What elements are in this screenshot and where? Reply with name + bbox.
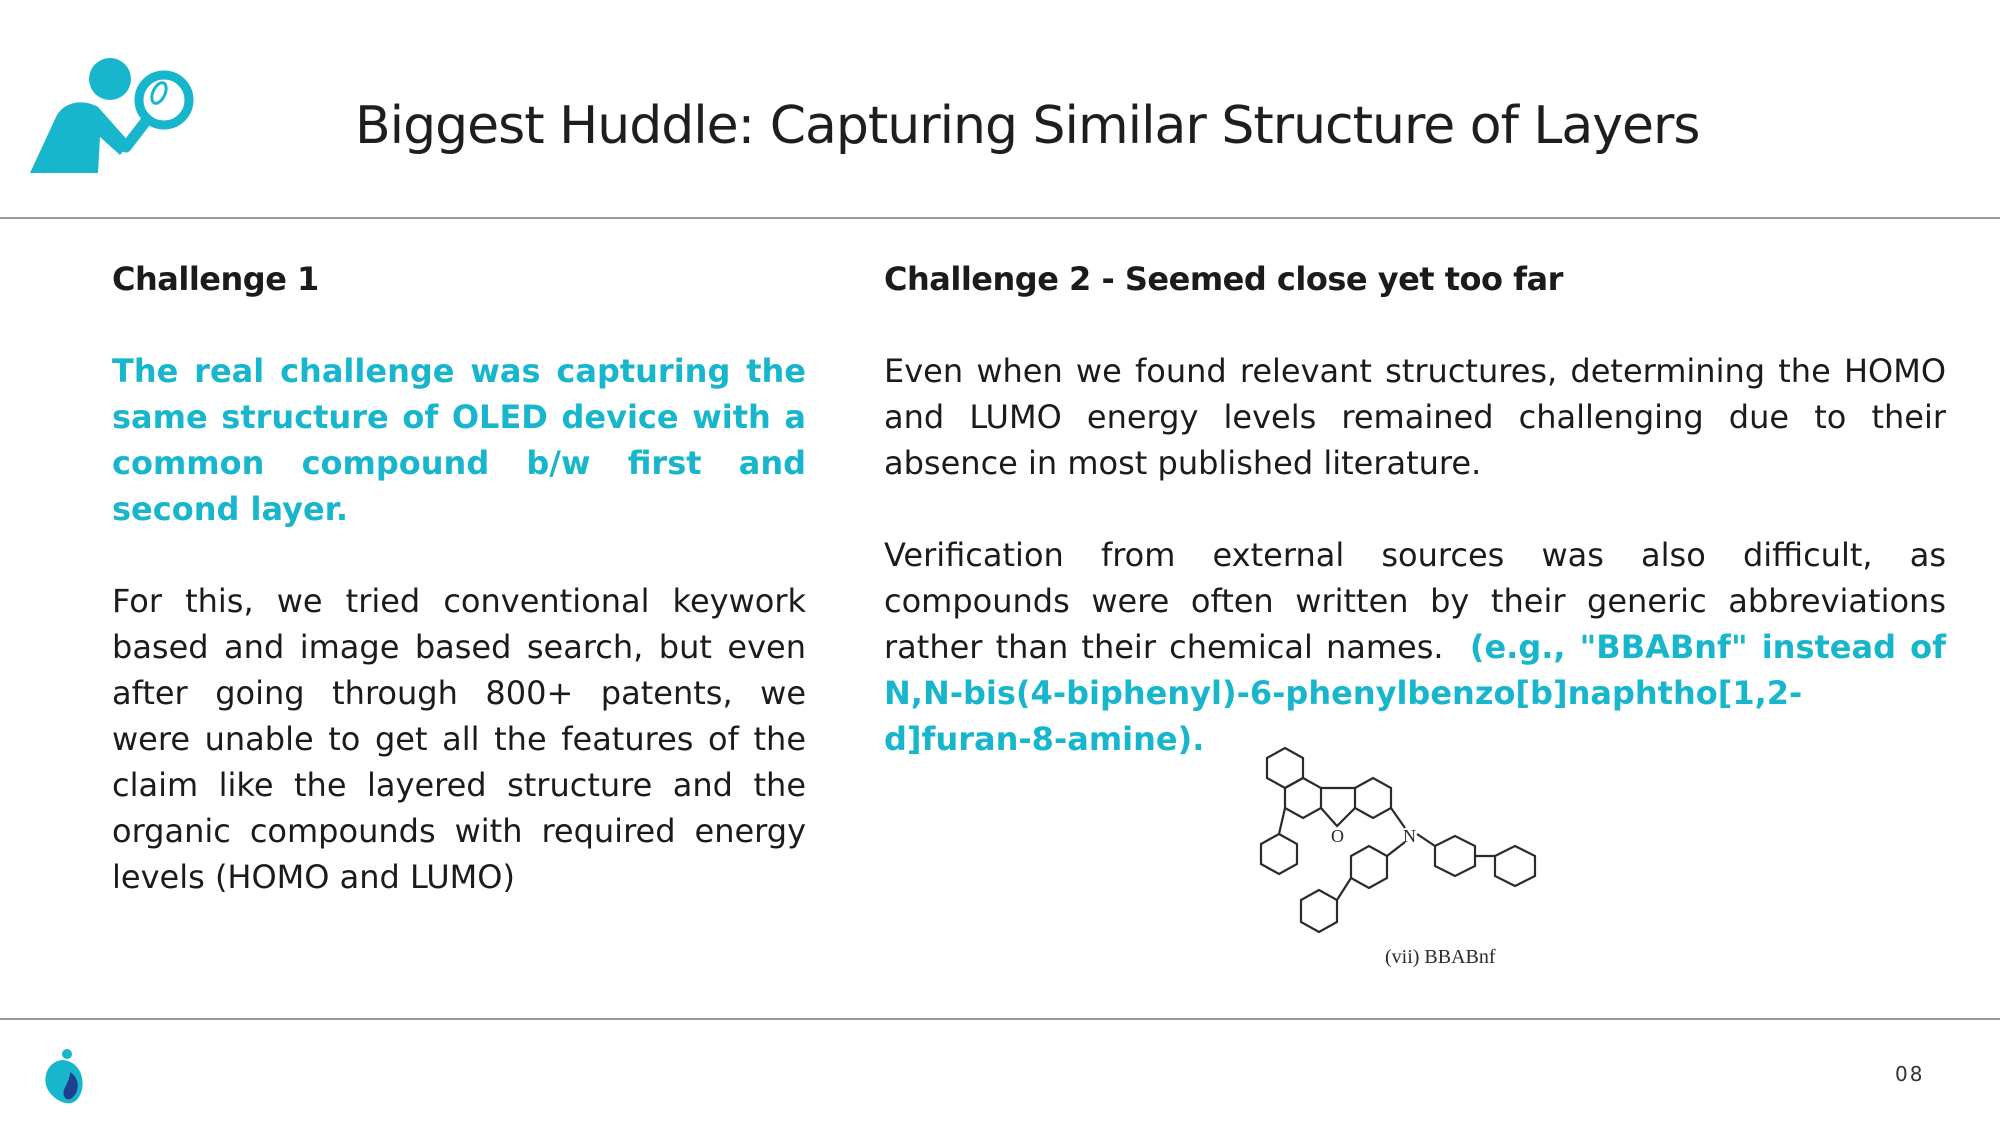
bond-biphenyl-2: [1337, 878, 1351, 900]
ring-biphenyl-2a: [1351, 846, 1387, 888]
bond-n: [1391, 808, 1405, 828]
challenge-1-body: For this, we tried conventional keywork based and image based search, but even after going through 800+ patents, we were unable to get all the features of the claim like the layered structure and the organic compounds with required energy levels (HOMO and LUMO): [112, 582, 806, 896]
atom-o-label: O: [1331, 826, 1344, 846]
ring-phenyl: [1261, 834, 1297, 874]
challenge-2-paragraph-2: [884, 532, 1946, 762]
ring-biphenyl-2b: [1301, 890, 1337, 932]
ring-biphenyl-1b: [1495, 846, 1535, 886]
page-number: 08: [1895, 1062, 1925, 1086]
challenge-2-example-highlight: (e.g., "BBABnf" instead of N,N-bis(4-biphenyl)-6-phenylbenzo[b]naphtho[1,2-d]furan-8-amine).: [884, 628, 1947, 758]
bond-phenyl: [1279, 808, 1285, 834]
challenge-2-paragraph-1: Even when we found relevant structures, determining the HOMO and LUMO energy levels remained challenging due to their absence in most published literature.: [884, 352, 1946, 482]
company-logo-icon: [40, 1046, 88, 1108]
challenge-1-section: [112, 256, 806, 946]
bond-n-biphenyl-1: [1417, 834, 1435, 846]
atom-n-label: N: [1403, 826, 1416, 846]
header-divider: [0, 217, 2000, 219]
ring-naphthyl-inner: [1285, 778, 1321, 818]
challenge-1-highlight: The real challenge was capturing the same structure of OLED device with a common compound b/w first and second layer.: [112, 352, 806, 528]
person-magnifier-icon: [28, 55, 198, 175]
ring-biphenyl-1a: [1435, 836, 1475, 876]
furan-bonds: [1321, 808, 1355, 826]
challenge-2-paragraph-2-text: Verification from external sources was also difficult, as compounds were often written by their generic abbreviations rather than their chemical names.: [884, 536, 1946, 666]
ring-benzofuran: [1355, 778, 1391, 818]
figure-caption: (vii) BBABnf: [1385, 946, 1496, 968]
page-title: Biggest Huddle: Capturing Similar Structure of Layers: [355, 96, 1700, 156]
bbabnf-structure-diagram: [1245, 738, 1565, 978]
challenge-1-heading: Challenge 1: [112, 260, 319, 298]
challenge-2-heading: Challenge 2 - Seemed close yet too far: [884, 260, 1563, 298]
challenge-2-section: [884, 256, 1946, 808]
footer-divider: [0, 1018, 2000, 1020]
